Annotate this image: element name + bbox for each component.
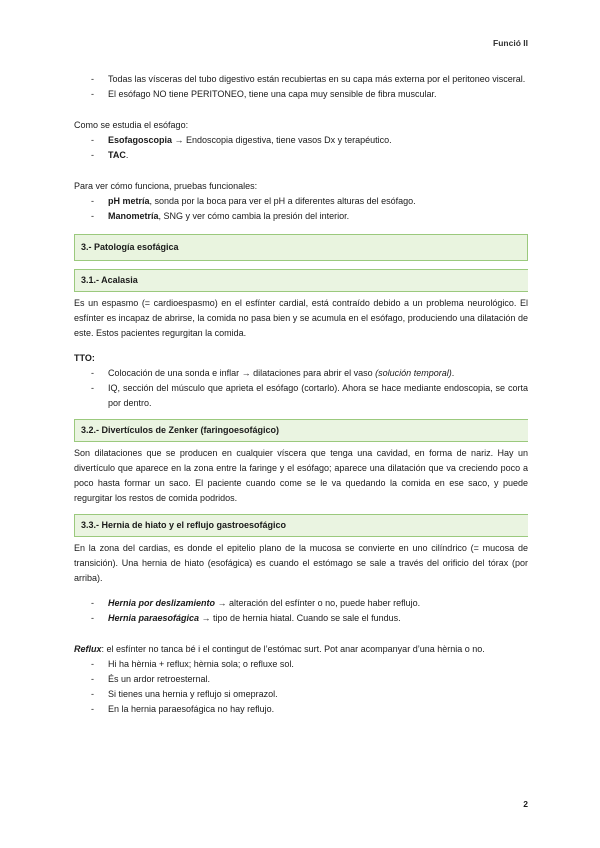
subsection-heading: 3.2.- Divertículos de Zenker (faringoesofágico) [74, 419, 528, 442]
list-item: - Hi ha hèrnia + reflux; hèrnia sola; o refluxe sol. [74, 657, 528, 672]
hernia-list [74, 596, 528, 626]
estudio-intro: Como se estudia el esófago: [74, 120, 189, 130]
term: pH metría [108, 196, 150, 206]
funcion-intro: Para ver cómo funciona, pruebas funcionales: [74, 181, 258, 191]
list-item: - En la hernia paraesofágica no hay reflujo. [74, 702, 528, 717]
list-item [74, 133, 528, 148]
term-desc: , sonda por la boca para ver el pH a diferentes alturas del esófago. [149, 196, 416, 206]
tto-label-text: TTO: [74, 353, 95, 363]
term: Hernia paraesofágica [108, 613, 200, 623]
funcion-list [74, 194, 528, 224]
page-content [74, 72, 528, 717]
intro-list [74, 72, 528, 102]
term: Hernia por deslizamiento [108, 598, 216, 608]
list-item: - És un ardor retroesternal. [74, 672, 528, 687]
tto-italic: (solución temporal) [375, 368, 452, 378]
list-item: - IQ, sección del músculo que aprieta el esófago (cortarlo). Ahora se hace mediante endoscopia, se corta por dentro. [74, 381, 528, 411]
list-item [74, 209, 528, 224]
reflux-paragraph [74, 642, 528, 657]
section-heading: 3.- Patología esofágica [74, 234, 528, 261]
paragraph: En la zona del cardias, es donde el epitelio plano de la mucosa se convierte en uno cilíndrico (= mucosa de transición). Una hernia de hiato (esofágica) es cuando el estómago se sale a través del orificio del tórax (por arriba). [74, 543, 528, 583]
tto-text: Colocación de una sonda e inflar → dilataciones para abrir el vaso [108, 368, 376, 378]
estudio-list [74, 133, 528, 163]
page-number: 2 [523, 799, 528, 809]
list-item: - El esófago NO tiene PERITONEO, tiene una capa muy sensible de fibra muscular. [74, 87, 528, 102]
paragraph: Es un espasmo (= cardioespasmo) en el esfínter cardial, está contraído debido a un problema neurológico. El esfínter es incapaz de abrirse, la comida no pasa bien y se acumula en el esófago, produciendo una dilatación de este. Estos pacientes regurgitan la comida. [74, 298, 528, 338]
term-desc: → Endoscopia digestiva, tiene vasos Dx y terapéutico. [172, 135, 392, 145]
running-header: Funció II [493, 38, 528, 48]
reflux-term: Reflux [74, 644, 102, 654]
list-item [74, 596, 528, 611]
term-desc: → alteración del esfínter o no, puede haber reflujo. [215, 598, 421, 608]
reflux-list [74, 657, 528, 717]
list-item [74, 194, 528, 209]
paragraph: Son dilataciones que se producen en cualquier víscera que tenga una cavidad, en forma de nariz. Hay un divertículo que aparece en la zona entre la faringe y el esófago; aparece una dilatación que va creciendo poco a poco hasta formar un saco. El paciente cuando come se le va quedando la comida en ese saco, y puede regurgitar los restos de comida podridos. [74, 448, 528, 503]
term: Esofagoscopia [108, 135, 173, 145]
subsection-heading: 3.1.- Acalasia [74, 269, 528, 292]
term-desc: → tipo de hernia hiatal. Cuando se sale el fundus. [199, 613, 401, 623]
list-item [74, 366, 528, 381]
list-item [74, 148, 528, 163]
term: Manometría [108, 211, 159, 221]
list-item [74, 611, 528, 626]
tto-end: . [451, 368, 455, 378]
tto-list [74, 366, 528, 411]
subsection-heading: 3.3.- Hernia de hiato y el reflujo gastroesofágico [74, 514, 528, 537]
list-item: - Todas las vísceras del tubo digestivo están recubiertas en su capa más externa por el peritoneo visceral. [74, 72, 528, 87]
term-desc: . [125, 150, 129, 160]
term-desc: , SNG y ver cómo cambia la presión del interior. [158, 211, 350, 221]
tto-label [74, 351, 528, 366]
list-item: - Si tienes una hernia y reflujo si omeprazol. [74, 687, 528, 702]
term: TAC [108, 150, 126, 160]
reflux-desc: : el esfínter no tanca bé i el contingut de l’estómac surt. Pot anar acompanyar d’una hèrnia o no. [101, 644, 485, 654]
